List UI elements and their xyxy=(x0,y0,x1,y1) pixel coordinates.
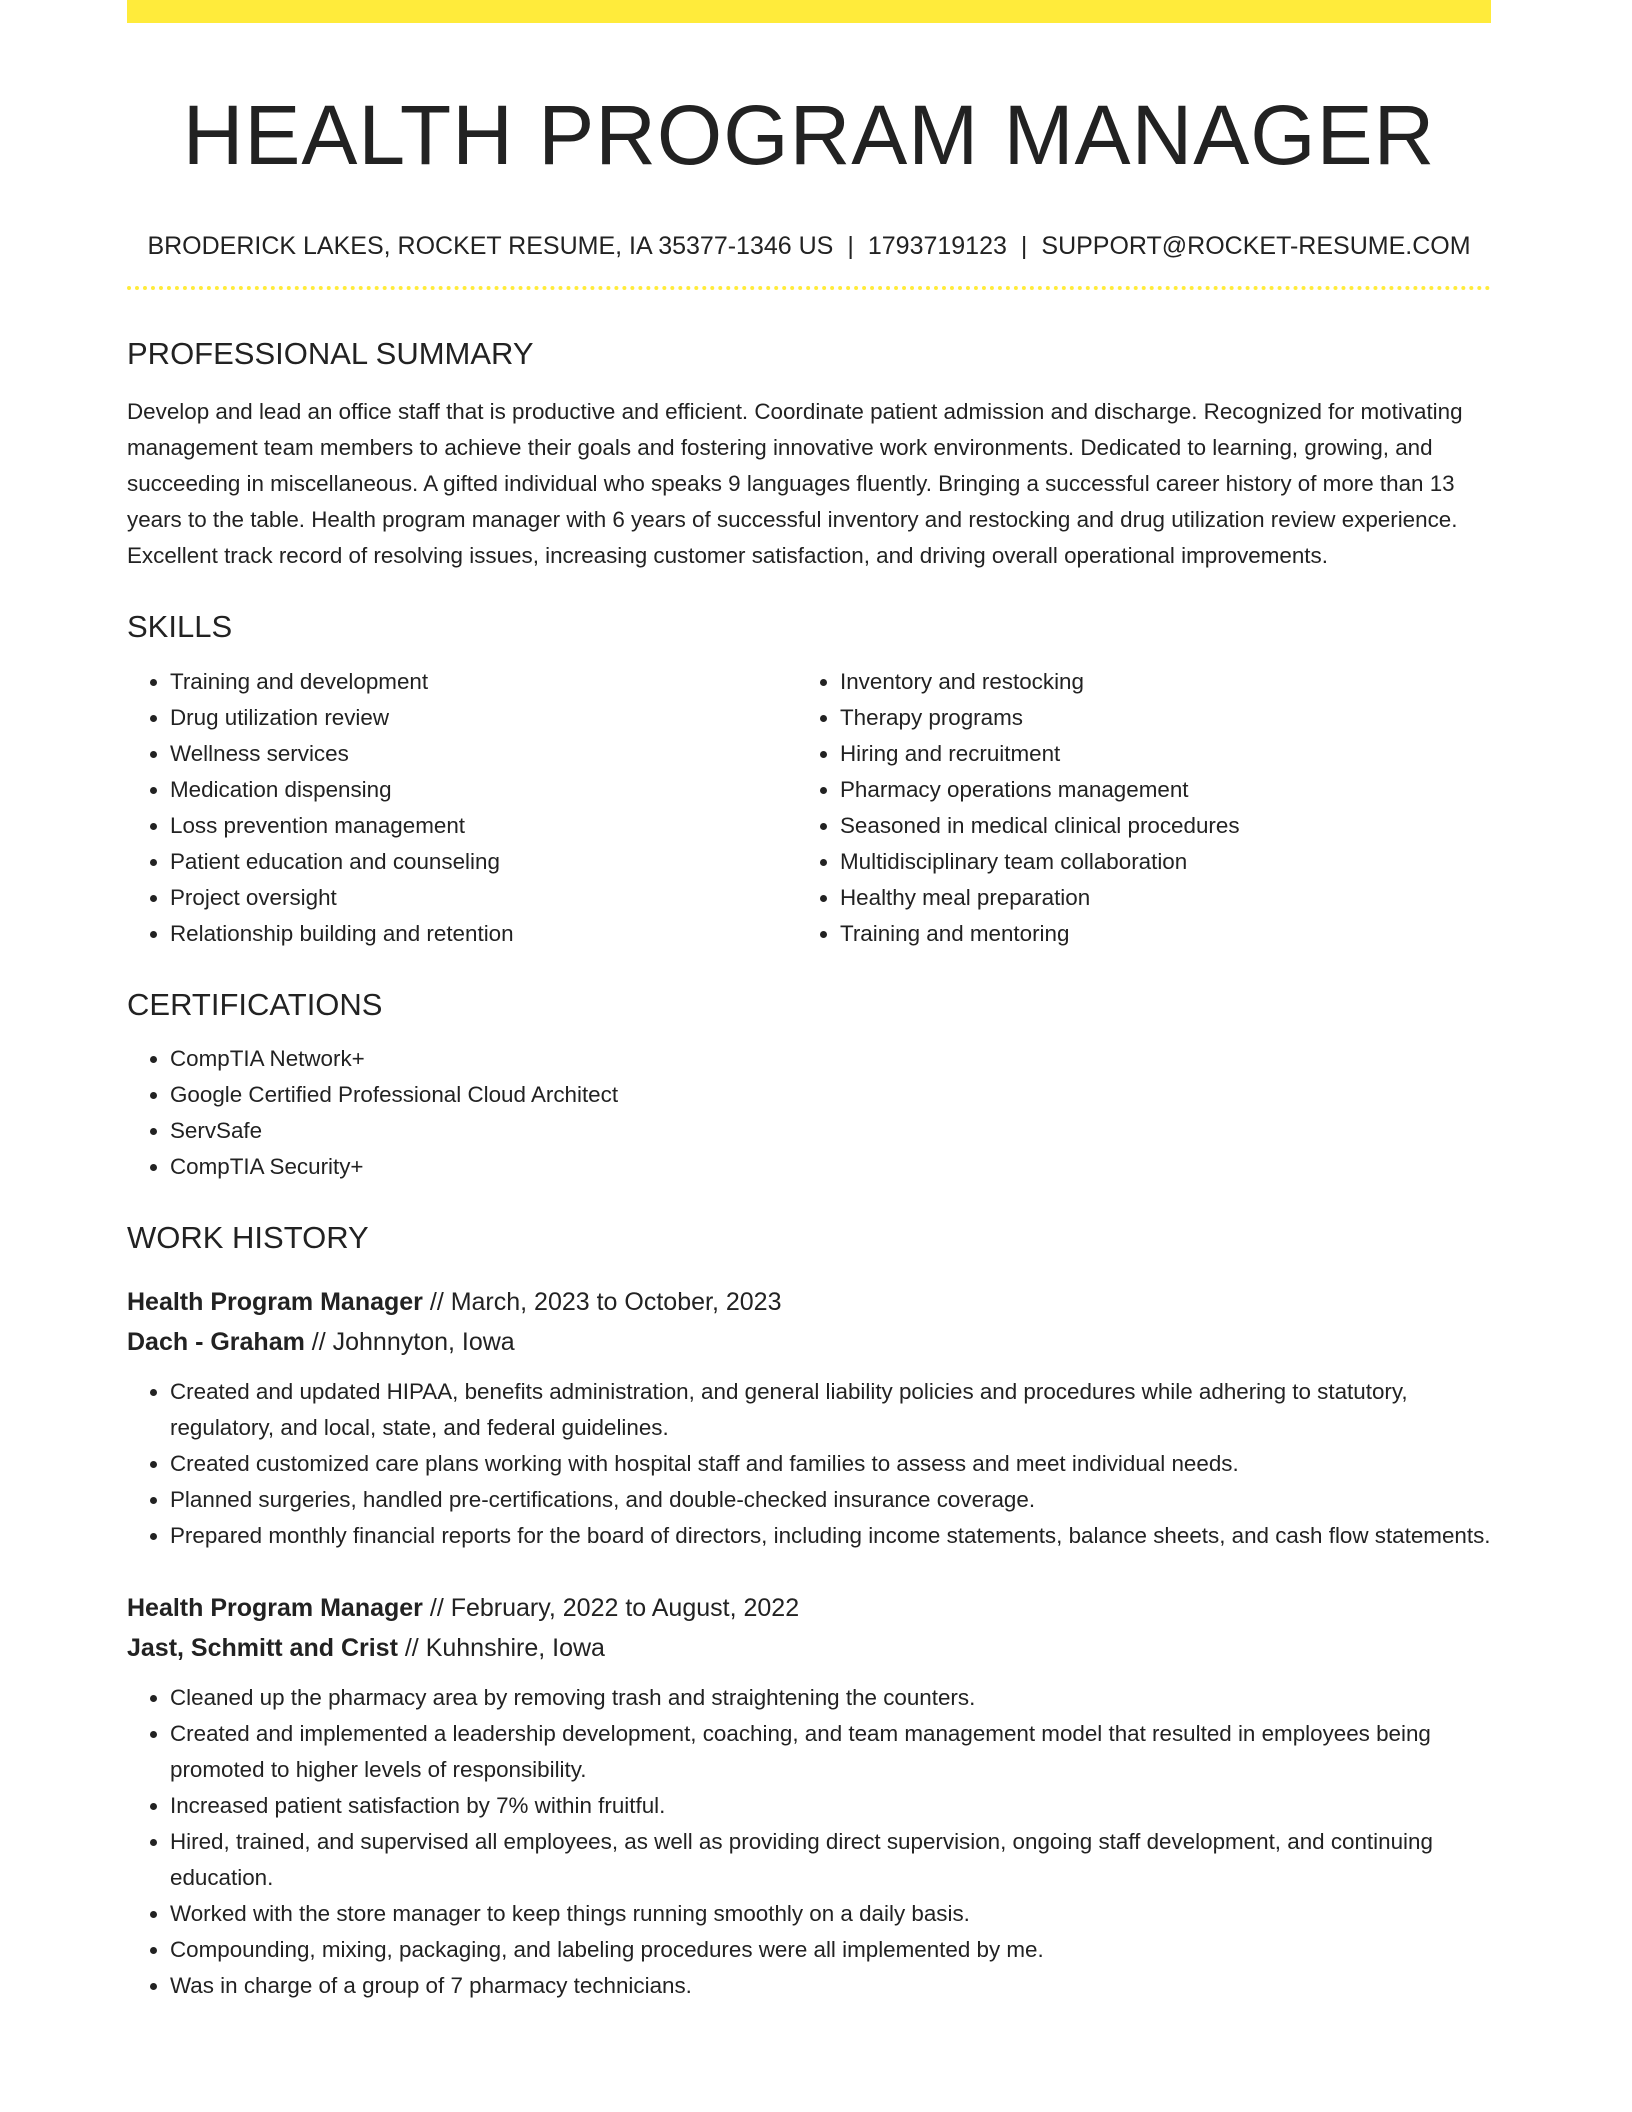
skill-item: • Project oversight xyxy=(170,880,800,916)
job-location: // Johnnyton, Iowa xyxy=(304,1328,515,1357)
skill-item: • Healthy meal preparation xyxy=(840,880,1470,916)
job-bullet: • Planned surgeries, handled pre-certifications, and double-checked insurance coverage. xyxy=(170,1482,1491,1518)
skill-item: • Hiring and recruitment xyxy=(840,736,1470,772)
skill-item: • Training and mentoring xyxy=(840,916,1470,952)
contact-separator: | xyxy=(847,231,854,260)
job-bullet: • Hired, trained, and supervised all employees, as well as providing direct supervision, ongoing staff development, and continuing education. xyxy=(170,1824,1491,1896)
skill-item: • Medication dispensing xyxy=(170,772,800,808)
skills-list-left xyxy=(127,664,800,952)
job-bullet: • Prepared monthly financial reports for the board of directors, including income statements, balance sheets, and cash flow statements. xyxy=(170,1518,1491,1554)
skills-list-right xyxy=(800,664,1470,952)
job-entry xyxy=(127,1282,1491,1554)
summary-text: Develop and lead an office staff that is productive and efficient. Coordinate patient admission and discharge. Recognized for motivating management team members to achieve their goals and fostering innovative work environments. Dedicated to learning, growing, and succeeding in miscellaneous. A gifted individual who speaks 9 languages fluently. Bringing a successful career history of more than 13 years to the table. Health program manager with 6 years of successful inventory and restocking and drug utilization review experience. Excellent track record of resolving issues, increasing customer satisfaction, and driving overall operational improvements. xyxy=(127,399,1463,569)
skill-item: • Wellness services xyxy=(170,736,800,772)
contact-line xyxy=(127,230,1491,263)
job-bullet: • Was in charge of a group of 7 pharmacy technicians. xyxy=(170,1968,1491,2004)
section-title-summary: PROFESSIONAL SUMMARY xyxy=(127,336,534,372)
contact-phone: 1793719123 xyxy=(867,231,1007,260)
job-bullet: • Created and implemented a leadership development, coaching, and team management model that resulted in employees being promoted to higher levels of responsibility. xyxy=(170,1716,1491,1788)
certification-item: • CompTIA Network+ xyxy=(170,1041,1491,1077)
header-divider xyxy=(127,286,1491,290)
job-role: Health Program Manager xyxy=(127,1594,423,1623)
certification-item: • Google Certified Professional Cloud Architect xyxy=(170,1077,1491,1113)
job-bullet: • Created and updated HIPAA, benefits administration, and general liability policies and procedures while adhering to statutory, regulatory, and local, state, and federal guidelines. xyxy=(170,1374,1491,1446)
job-bullets xyxy=(127,1680,1491,2004)
skill-item: • Patient education and counseling xyxy=(170,844,800,880)
job-company-line xyxy=(127,1322,1491,1362)
contact-address: BRODERICK LAKES, ROCKET RESUME, IA 35377-1346 US xyxy=(147,231,834,260)
accent-top-bar xyxy=(127,0,1491,23)
job-bullet: • Increased patient satisfaction by 7% within fruitful. xyxy=(170,1788,1491,1824)
section-title-certifications: CERTIFICATIONS xyxy=(127,986,383,1022)
skill-item: • Pharmacy operations management xyxy=(840,772,1470,808)
job-role-line xyxy=(127,1282,1491,1322)
job-dates: // February, 2022 to August, 2022 xyxy=(422,1594,800,1623)
job-dates: // March, 2023 to October, 2023 xyxy=(422,1288,782,1317)
job-company-line xyxy=(127,1628,1491,1668)
skills-columns xyxy=(127,664,1491,952)
skill-item: • Loss prevention management xyxy=(170,808,800,844)
job-bullets xyxy=(127,1374,1491,1554)
skill-item: • Therapy programs xyxy=(840,700,1470,736)
job-entry xyxy=(127,1588,1491,2004)
job-location: // Kuhnshire, Iowa xyxy=(397,1634,605,1663)
job-bullet: • Created customized care plans working with hospital staff and families to assess and meet individual needs. xyxy=(170,1446,1491,1482)
skill-item: • Relationship building and retention xyxy=(170,916,800,952)
job-bullet: • Worked with the store manager to keep things running smoothly on a daily basis. xyxy=(170,1896,1491,1932)
skill-item: • Multidisciplinary team collaboration xyxy=(840,844,1470,880)
section-title-skills: SKILLS xyxy=(127,609,233,645)
skill-item: • Training and development xyxy=(170,664,800,700)
skill-item: • Inventory and restocking xyxy=(840,664,1470,700)
certifications-list xyxy=(127,1041,1491,1185)
job-role-line xyxy=(127,1588,1491,1628)
certification-item: • CompTIA Security+ xyxy=(170,1149,1491,1185)
job-bullet: • Cleaned up the pharmacy area by removing trash and straightening the counters. xyxy=(170,1680,1491,1716)
contact-email: SUPPORT@ROCKET-RESUME.COM xyxy=(1041,231,1471,260)
job-bullet: • Compounding, mixing, packaging, and labeling procedures were all implemented by me. xyxy=(170,1932,1491,1968)
contact-separator: | xyxy=(1020,231,1028,260)
skill-item: • Seasoned in medical clinical procedures xyxy=(840,808,1470,844)
job-company: Jast, Schmitt and Crist xyxy=(127,1634,398,1663)
section-title-work-history: WORK HISTORY xyxy=(127,1219,369,1255)
certification-item: • ServSafe xyxy=(170,1113,1491,1149)
resume-title: HEALTH PROGRAM MANAGER xyxy=(182,88,1436,182)
job-company: Dach - Graham xyxy=(127,1328,305,1357)
job-role: Health Program Manager xyxy=(127,1288,423,1317)
skill-item: • Drug utilization review xyxy=(170,700,800,736)
resume-content xyxy=(127,0,1491,2004)
